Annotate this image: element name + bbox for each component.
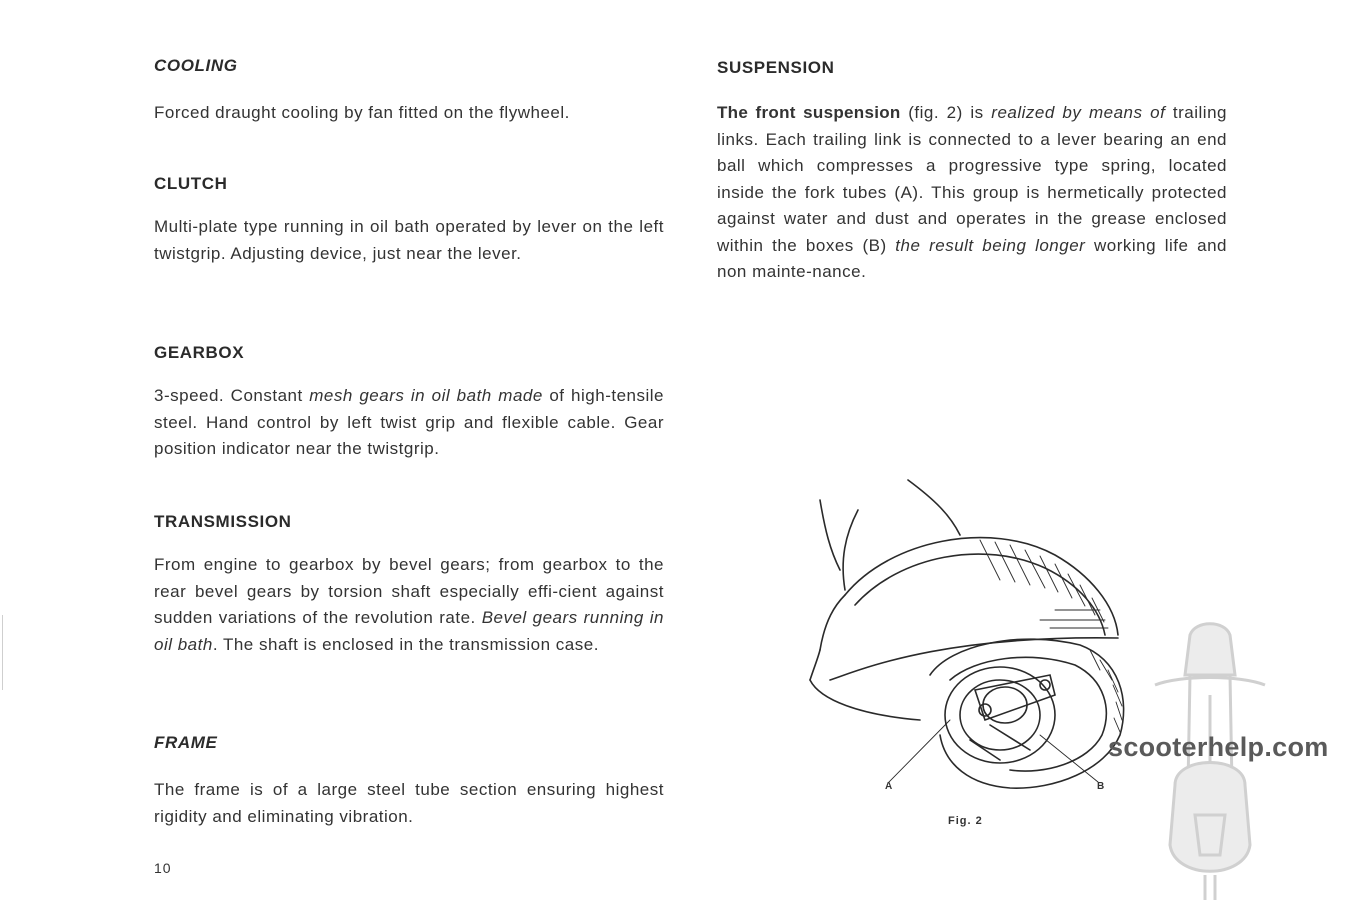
figure-caption: Fig. 2 (948, 815, 983, 827)
gearbox-heading: GEARBOX (154, 343, 245, 362)
suspension-text-bold: The front suspension (717, 103, 901, 122)
gearbox-text-2: mesh gears in oil bath made (309, 386, 543, 405)
transmission-text-3: . The shaft is enclosed in the transmission case. (212, 634, 599, 654)
section-frame (154, 733, 664, 830)
cooling-heading: COOLING (154, 56, 238, 75)
frame-heading: FRAME (154, 733, 218, 752)
cooling-text: Forced draught cooling by fan fitted on the flywheel. (154, 103, 570, 122)
suspension-text (717, 100, 1227, 286)
section-gearbox (154, 343, 664, 463)
watermark-text: scooterhelp.com (1108, 732, 1329, 762)
transmission-text-2: Bevel gears running in oil bath (154, 608, 664, 654)
suspension-heading: SUSPENSION (717, 58, 835, 77)
figure-label-a: A (885, 781, 893, 792)
gearbox-text (154, 383, 664, 463)
section-cooling (154, 56, 664, 127)
frame-text: The frame is of a large steel tube section ensuring highest rigidity and eliminating vibration. (154, 780, 664, 826)
suspension-text-5: working life and non mainte-nance. (717, 235, 1227, 281)
transmission-heading: TRANSMISSION (154, 512, 292, 531)
gearbox-text-1: 3-speed. Constant (154, 386, 310, 405)
transmission-text (154, 552, 664, 658)
transmission-text-1: From engine to gearbox by bevel gears; from gearbox to the rear bevel gears by torsion shaft especially effi-cient against sudden variations of the revolution rate. (154, 555, 664, 627)
figure-label-b: B (1097, 781, 1105, 792)
section-transmission (154, 512, 664, 658)
suspension-text-2: realized by means of (991, 103, 1166, 122)
suspension-text-4: the result being longer (895, 235, 1086, 255)
clutch-heading: CLUTCH (154, 174, 228, 193)
gearbox-text-3: of high-tensile steel. Hand control by left twist grip and flexible cable. Gear position indicator near the twistgrip. (154, 386, 664, 458)
scan-margin-line (2, 615, 3, 690)
suspension-text-3: trailing links. Each trailing link is connected to a lever bearing an end ball which compresses a progressive type spring, located inside the fork tubes (A). This group is hermetically protected against water and dust and operates in the grease enclosed within the boxes (B) (717, 103, 1227, 255)
section-clutch (154, 174, 664, 267)
page-number: 10 (154, 860, 172, 876)
suspension-text-1: (fig. 2) is (900, 103, 992, 122)
clutch-text: Multi-plate type running in oil bath operated by lever on the left twistgrip. Adjusting device, just near the lever. (154, 217, 664, 263)
section-suspension (717, 58, 1227, 286)
